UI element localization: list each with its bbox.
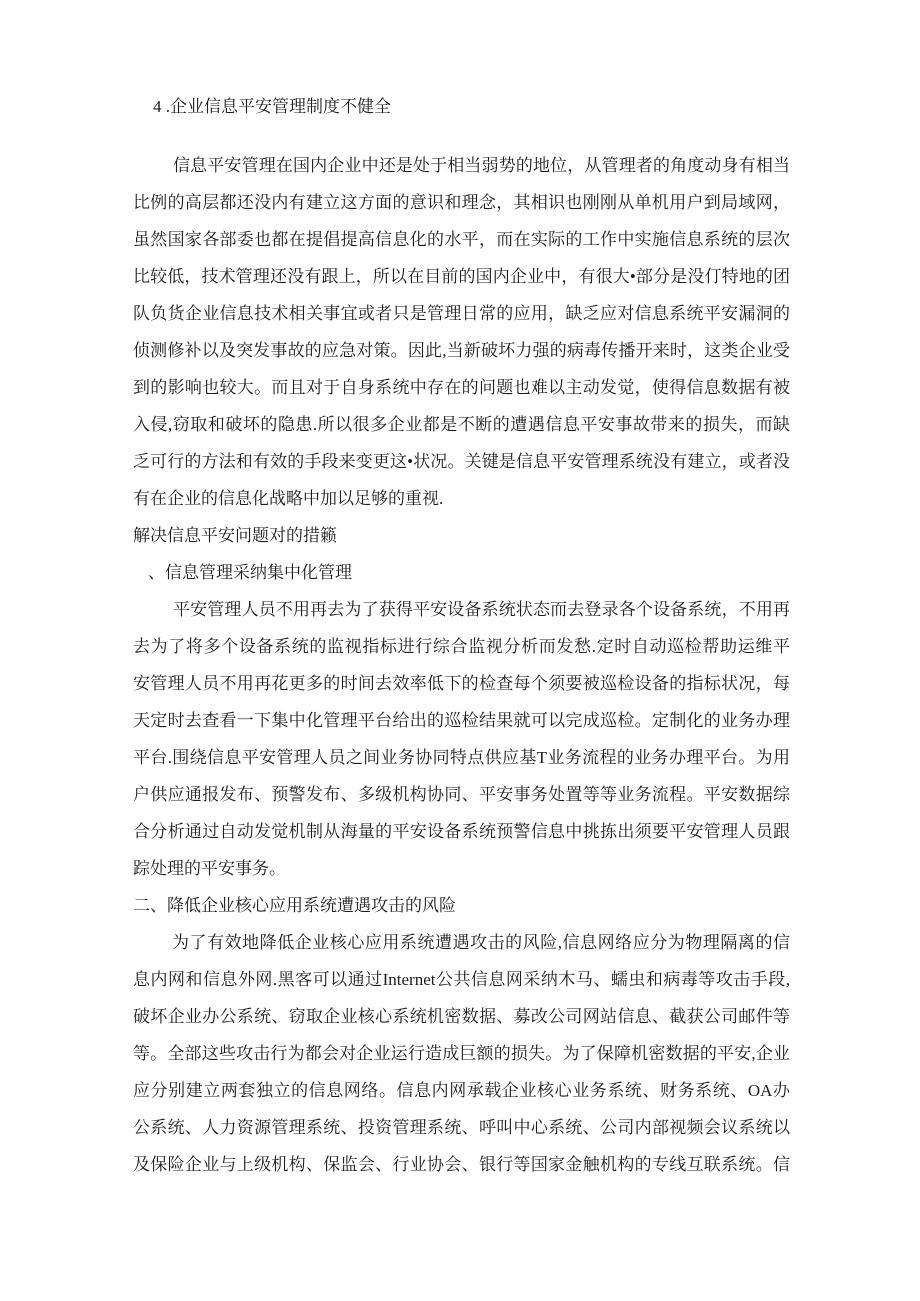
text-line: 到的影响也较大。而且对于自身系统中存在的问题也难以主动发觉，使得信息数据有被 [133,378,790,397]
text-line: 等。全部这些攻击行为都会对企业运行造成巨额的损失。为了保障机密数据的平安,企业 [133,1044,790,1063]
page-text [133,88,790,1183]
text-line: 公系统、人力资源管理系统、投资管理系统、呼叫中心系统、公司内部视频会议系统以 [133,1118,790,1137]
text-line: 、信息管理采纳集中化管理 [148,563,352,582]
text-line: 二、降低企业核心应用系统遭遇攻击的风险 [133,896,456,915]
text-line: 应分别建立两套独立的信息网络。信息内网承载企业核心业务系统、财务系统、OA办 [133,1081,790,1100]
text-line: 4 .企业信息平安管理制度不健全 [153,97,391,116]
text-line: 天定时去查看一下集中化管理平台给出的巡检结果就可以完成巡检。定制化的业务办理 [133,711,790,730]
text-line: 平台.围绕信息平安管理人员之间业务协同特点供应基T业务流程的业务办理平台。为用 [133,748,790,767]
text-line: 息内网和信息外网.黑客可以通过Internet公共信息网采纳木马、蠕虫和病毒等攻击手段, [133,970,790,989]
text-line: 户供应通报发布、预警发布、多级机构协同、平安事务处置等等业务流程。平安数据综 [133,785,790,804]
text-line: 队负货企业信息技术相关事宜或者只是管理日常的应用，缺乏应对信息系统平安漏洞的 [133,304,790,323]
text-line: 踪处理的平安事务。 [133,859,286,878]
text-line: 平安管理人员不用再去为了获得平安设备系统状态而去登录各个设备系统，不用再 [173,600,790,619]
text-line: 比例的高层都还没内有建立这方面的意识和理念，其相识也刚刚从单机用户到局域网， [133,193,790,212]
text-line: 有在企业的信息化战略中加以足够的重视. [133,489,444,508]
text-line: 侦测修补以及突发事故的应急对策。因此,当新破坏力强的病毒传播开来时，这类企业受 [133,341,790,360]
text-line: 乏可行的方法和有效的手段来变更这•状况。关键是信息平安管理系统没有建立，或者没 [133,452,790,471]
text-line: 安管理人员不用再花更多的时间去效率低下的检查每个须要被巡检设备的指标状况，每 [133,674,790,693]
text-line: 信息平安管理在国内企业中还是处于相当弱势的地位，从管理者的角度动身有相当 [173,156,790,175]
text-line: 及保险企业与上级机构、保监会、行业协会、银行等国家金触机构的专线互联系统。信 [133,1155,790,1174]
text-line: 虽然国家各部委也都在提倡提高信息化的水平，而在实际的工作中实施信息系统的层次 [133,230,790,249]
text-line: 合分析通过自动发觉机制从海量的平安设备系统预警信息中挑拣出须要平安管理人员跟 [133,822,790,841]
text-line: 入侵,窃取和破坏的隐患.所以很多企业都是不断的遭遇信息平安事故带来的损失，而缺 [133,415,790,434]
text-line: 解决信息平安问题对的措籁 [133,526,337,545]
text-line: 去为了将多个设备系统的监视指标进行综合监视分析而发愁.定时自动巡检帮助运维平 [133,637,790,656]
text-line: 为了有效地降低企业核心应用系统遭遇攻击的风险,信息网络应分为物理隔离的信 [172,933,790,952]
text-line: 破坏企业办公系统、窃取企业核心系统机密数据、募改公司网站信息、截获公司邮件等 [133,1007,790,1026]
text-line: 比较低，技术管理还没有跟上，所以在目前的国内企业中，有很大•部分是没仃特地的团 [133,267,790,286]
